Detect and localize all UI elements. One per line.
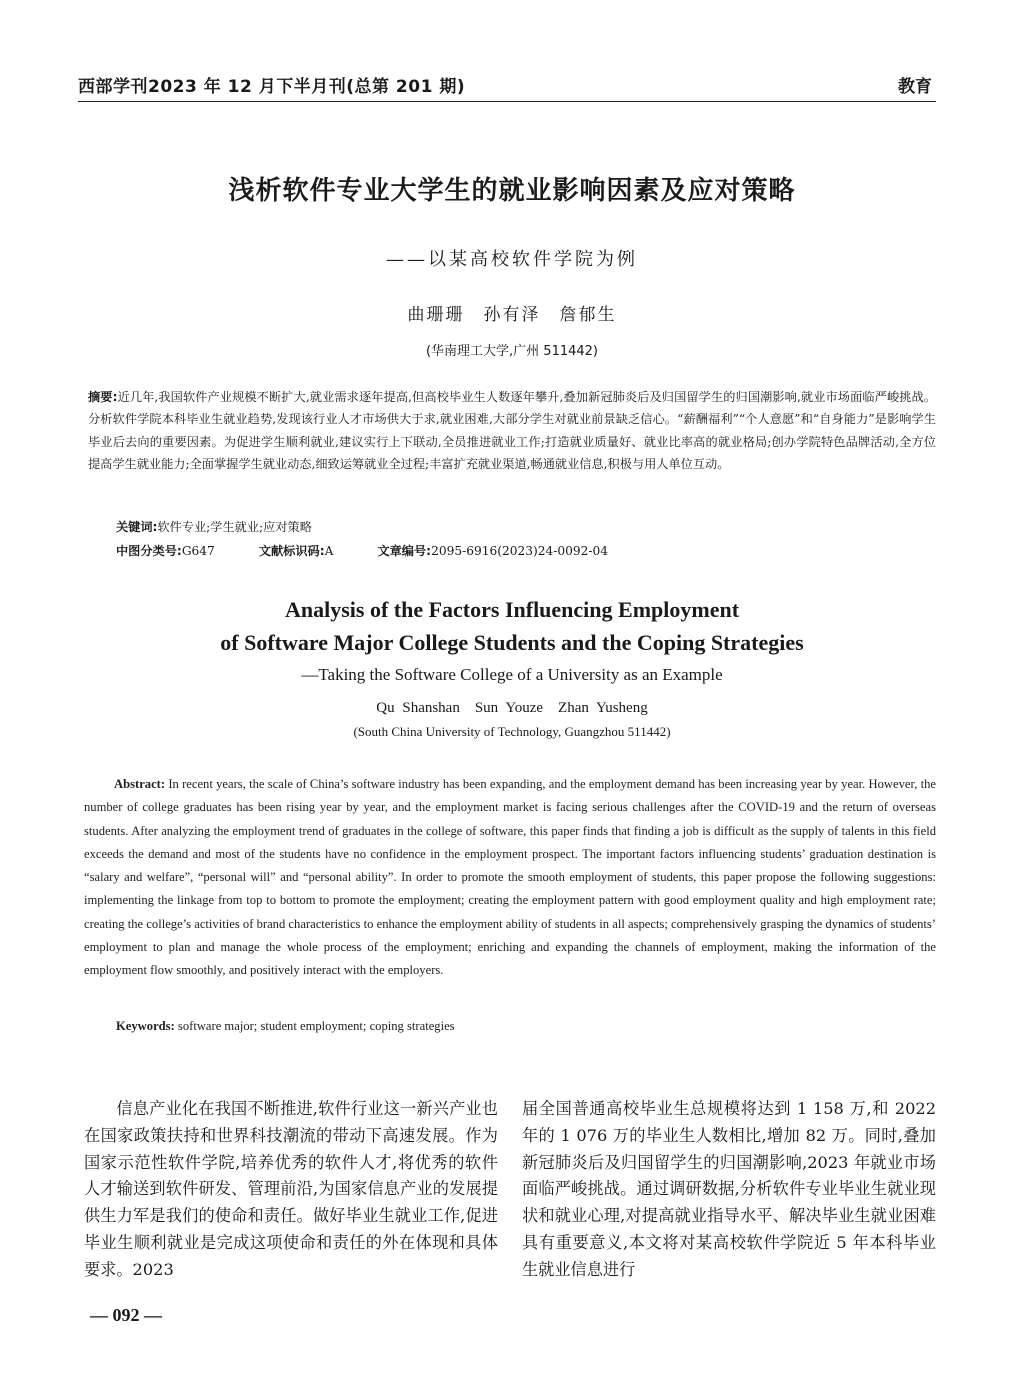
keywords-en-text: software major; student employment; coping strategies — [177, 1019, 455, 1033]
authors-en: Qu Shanshan Sun Youze Zhan Yusheng — [376, 700, 648, 716]
affiliation-cn: (华南理工大学,广州 511442) — [425, 344, 599, 359]
abstract-en-text: In recent years, the scale of China’s software industry has been expanding, and the employment demand has been increasing year by year. However, the number of college graduates has been rising year by year, and the employment market is facing serious challenges after the COVID-19 and the return of overseas students. After analyzing the employment trend of graduates in the college of software, this paper finds that finding a job is difficult as the supply of talents in this field exceeds the demand and most of the students have no confidence in the employment prospect. The important factors influencing students’ graduation destination is “salary and welfare”, “personal will” and “personal ability”. In order to promote the smooth employment of students, this paper propose the following suggestions: implementing the linkage from top to bottom to promote the employment; creating the employment pattern with good employment quality and high employment rate; creating the college’s activities of brand characteristics to enhance the employment ability of students in all aspects; comprehensively grasping the dynamics of students’ employment to plan and manage the whole process of the employment; enriching and expanding the channels of employment, making the information of the employment flow smoothly, and positively interact with the employers. — [84, 777, 936, 978]
abstract-cn-label: 摘要: — [88, 390, 118, 404]
clc-label: 中图分类号: — [116, 544, 182, 558]
clc-value: G647 — [181, 544, 215, 558]
article-subtitle-en: —Taking the Software College of a University as an Example — [301, 665, 723, 684]
keywords-cn-text: 软件专业;学生就业;应对策略 — [157, 520, 312, 534]
abstract-cn-text: 近几年,我国软件产业规模不断扩大,就业需求逐年提高,但高校毕业生人数逐年攀升,叠加新冠肺炎后及归国留学生的归国潮影响,就业市场面临严峻挑战。分析软件学院本科毕业生就业趋势,发现该行业人才市场供大于求,就业困难,大部分学生对就业前景缺乏信心。“薪酬福利”“个人意愿”和“自身能力”是影响学生毕业后去向的重要因素。为促进学生顺利就业,建议实行上下联动,全员推进就业工作;打造就业质量好、就业比率高的就业格局;创办学院特色品牌活动,全方位提高学生就业能力;全面掌握学生就业动态,细致运筹就业全过程;丰富扩充就业渠道,畅通就业信息,积极与用人单位互动。 — [88, 390, 936, 472]
keywords-en — [116, 1019, 455, 1034]
article-subtitle-cn: ——以某高校软件学院为例 — [386, 249, 638, 270]
body-right-column: 届全国普通高校毕业生总规模将达到 1 158 万,和 2022 年的 1 076 万的毕业生人数相比,增加 82 万。同时,叠加新冠肺炎后及归国留学生的归国潮影响,2023 年就业市场面临严峻挑战。通过调研数据,分析软件专业毕业生就业现状和就业心理,对提高就业指导水平、解决毕业生就业困难具有重要意义,本文将对某高校软件学院近 5 年本科毕业生就业信息进行 — [522, 1099, 936, 1279]
page-number: — 092 — — [90, 1305, 162, 1325]
keywords-cn — [116, 516, 916, 538]
article-title-en-line1: Analysis of the Factors Influencing Employment — [284, 597, 740, 622]
header-rule — [78, 101, 936, 102]
journal-header: 西部学刊2023 年 12 月下半月刊(总第 201 期) — [78, 77, 466, 97]
article-number-label: 文章编号: — [377, 544, 432, 558]
classification-line — [116, 542, 608, 559]
doc-code-value: A — [324, 544, 334, 558]
keywords-en-label: Keywords: — [116, 1019, 175, 1033]
doc-code-label: 文献标识码: — [258, 544, 325, 558]
article-title-cn: 浅析软件专业大学生的就业影响因素及应对策略 — [228, 176, 796, 206]
keywords-cn-label: 关键词: — [116, 520, 158, 534]
section-label: 教育 — [898, 77, 932, 97]
body-left-column: 信息产业化在我国不断推进,软件行业这一新兴产业也在国家政策扶持和世界科技潮流的带动下高速发展。作为国家示范性软件学院,培养优秀的软件人才,将优秀的软件人才输送到软件研发、管理前沿,为国家信息产业的发展提供生力军是我们的使命和责任。做好毕业生就业工作,促进毕业生顺利就业是完成这项使命和责任的外在体现和具体要求。2023 — [84, 1099, 498, 1279]
article-number-value: 2095-6916(2023)24-0092-04 — [431, 544, 609, 558]
abstract-en-label: Abstract: — [114, 777, 166, 791]
authors-cn: 曲珊珊 孙有泽 詹郁生 — [407, 305, 617, 325]
abstract-cn — [88, 386, 936, 476]
abstract-en — [84, 773, 936, 983]
article-title-en-line2: of Software Major College Students and the Coping Strategies — [220, 630, 804, 655]
affiliation-en: (South China University of Technology, Guangzhou 511442) — [353, 724, 671, 739]
